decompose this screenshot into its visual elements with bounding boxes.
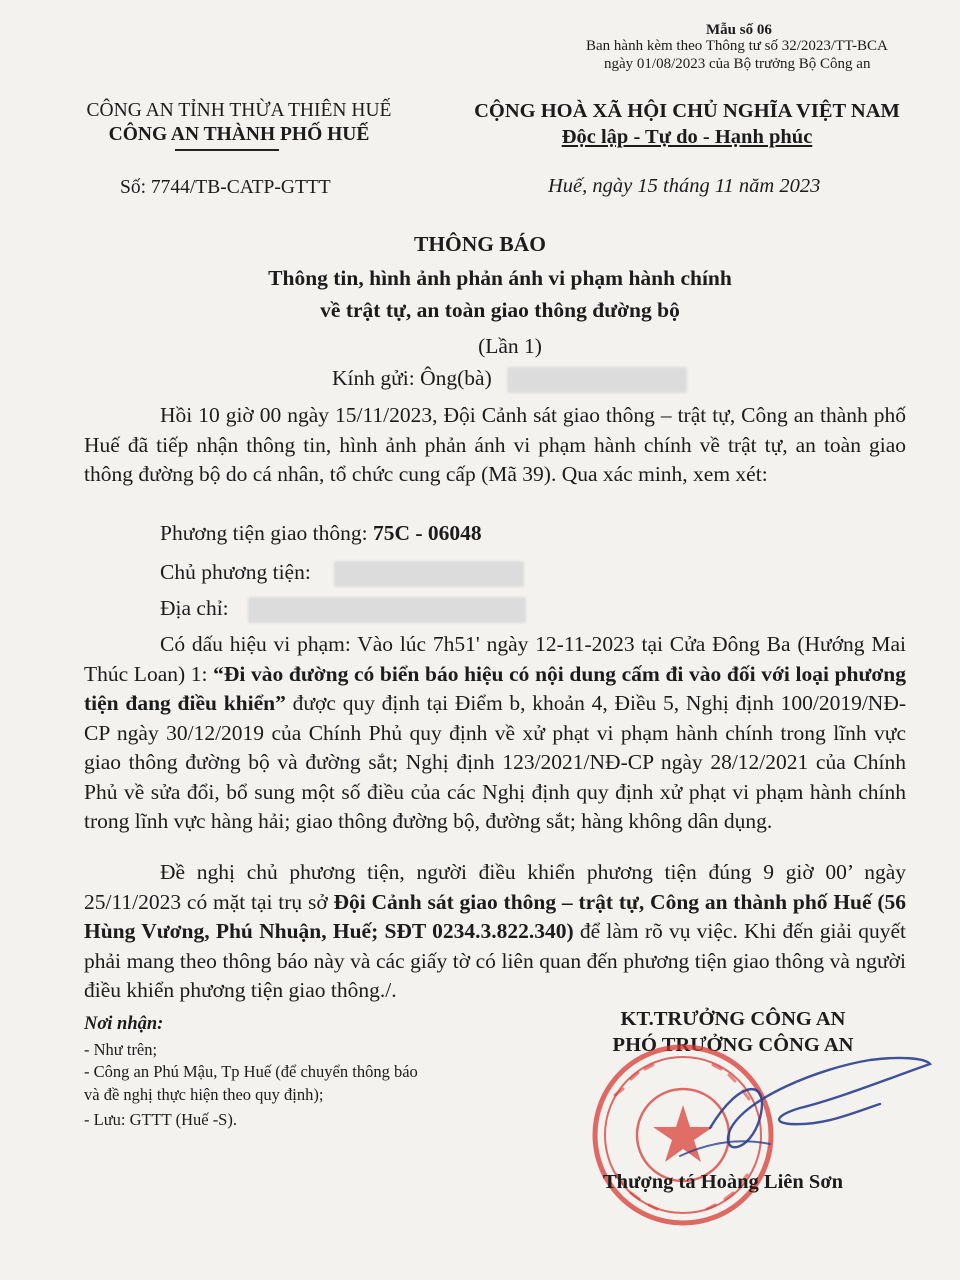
request-location: Đội Cảnh sát giao thông – trật tự, Công an thành phố Huế (56 Hùng Vương, Phú Nhuận, Huế; SĐT 0234.3.822.340) xyxy=(84,889,906,943)
recipients-item-3: - Lưu: GTTT (Huế -S). xyxy=(84,1110,237,1129)
violation-intro: Có dấu hiệu vi phạm: Vào lúc 7h51' ngày 12-11-2023 tại Cửa Đông Ba (Hướng Mai Thúc Loan) 1: xyxy=(84,632,906,686)
handwritten-signature-icon xyxy=(650,1038,940,1178)
vehicle-plate: 75C - 06048 xyxy=(372,521,482,545)
vehicle-label: Phương tiện giao thông: xyxy=(160,521,373,545)
notice-attempt: (Lần 1) xyxy=(478,334,542,358)
form-ref-line2: ngày 01/08/2023 của Bộ trưởng Bộ Công an xyxy=(604,56,871,72)
violation-description: “Đi vào đường có biển báo hiệu có nội dung cấm đi vào đối với loại phương tiện đang điều khiển” xyxy=(84,661,906,715)
document-number: Số: 7744/TB-CATP-GTTT xyxy=(120,177,331,198)
national-title: CỘNG HOÀ XÃ HỘI CHỦ NGHĨA VIỆT NAM xyxy=(474,100,900,122)
intro-paragraph xyxy=(84,401,906,490)
recipients-item-1: - Như trên; xyxy=(84,1040,158,1059)
form-ref-line1: Ban hành kèm theo Thông tư số 32/2023/TT-BCA xyxy=(586,38,888,54)
redacted-address xyxy=(248,597,526,623)
issuer-underline xyxy=(175,149,279,151)
redacted-owner-name xyxy=(334,561,524,587)
national-motto: Độc lập - Tự do - Hạnh phúc xyxy=(561,126,813,148)
request-intro: Đề nghị chủ phương tiện, người điều khiển phương tiện đúng 9 giờ 00’ ngày 25/11/2023 có mặt tại trụ sở xyxy=(84,860,906,914)
address-label: Địa chỉ: xyxy=(160,596,229,620)
request-instructions: để làm rõ vụ việc. Khi đến giải quyết phải mang theo thông báo này và các giấy tờ có liên quan đến phương tiện giao thông và người điều khiển phương tiện giao thông./. xyxy=(84,919,906,1002)
signature-title-2: PHÓ TRƯỞNG CÔNG AN xyxy=(612,1034,854,1056)
form-number: Mẫu số 06 xyxy=(706,22,772,38)
redacted-recipient-name xyxy=(507,367,687,393)
recipients-item-2b: và đề nghị thực hiện theo quy định); xyxy=(84,1085,324,1104)
recipients-title: Nơi nhận: xyxy=(84,1014,164,1034)
recipient-label: Kính gửi: Ông(bà) xyxy=(332,366,492,390)
issuer-province: CÔNG AN TỈNH THỪA THIÊN HUẾ xyxy=(86,100,392,121)
notice-subtitle-2: về trật tự, an toàn giao thông đường bộ xyxy=(320,298,680,322)
notice-subtitle-1: Thông tin, hình ảnh phản ánh vi phạm hành chính xyxy=(268,266,732,290)
request-paragraph xyxy=(84,858,906,1006)
violation-paragraph xyxy=(84,630,906,837)
signature-title-1: KT.TRƯỞNG CÔNG AN xyxy=(620,1008,846,1030)
document-date: Huế, ngày 15 tháng 11 năm 2023 xyxy=(548,175,821,197)
intro-text: Hồi 10 giờ 00 ngày 15/11/2023, Đội Cảnh sát giao thông – trật tự, Công an thành phố Huế đã tiếp nhận thông tin, hình ảnh phản ánh vi phạm hành chính về trật tự, an toàn giao thông đường bộ do cá nhân, tổ chức cung cấp (Mã 39). Qua xác minh, xem xét: xyxy=(84,403,906,486)
vehicle-line xyxy=(160,521,482,546)
owner-label: Chủ phương tiện: xyxy=(160,560,311,584)
notice-title: THÔNG BÁO xyxy=(413,232,546,256)
recipients-item-2a: - Công an Phú Mậu, Tp Huế (để chuyển thông báo xyxy=(84,1062,418,1081)
violation-legal-basis: được quy định tại Điểm b, khoản 4, Điều 5, Nghị định 100/2019/NĐ-CP ngày 30/12/2019 của Chính Phủ quy định về xử phạt vi phạm hành chính trong lĩnh vực giao thông đường bộ và đường sắt; Nghị định 123/2021/NĐ-CP ngày 28/12/2021 của Chính Phủ về sửa đổi, bổ sung một số điều của các Nghị định quy định xử phạt vi phạm hành chính trong lĩnh vực hàng hải; giao thông đường bộ, đường sắt; hàng không dân dụng. xyxy=(84,691,906,833)
signer-name: Thượng tá Hoàng Liên Sơn xyxy=(603,1171,844,1193)
issuer-city: CÔNG AN THÀNH PHỐ HUẾ xyxy=(108,124,370,145)
